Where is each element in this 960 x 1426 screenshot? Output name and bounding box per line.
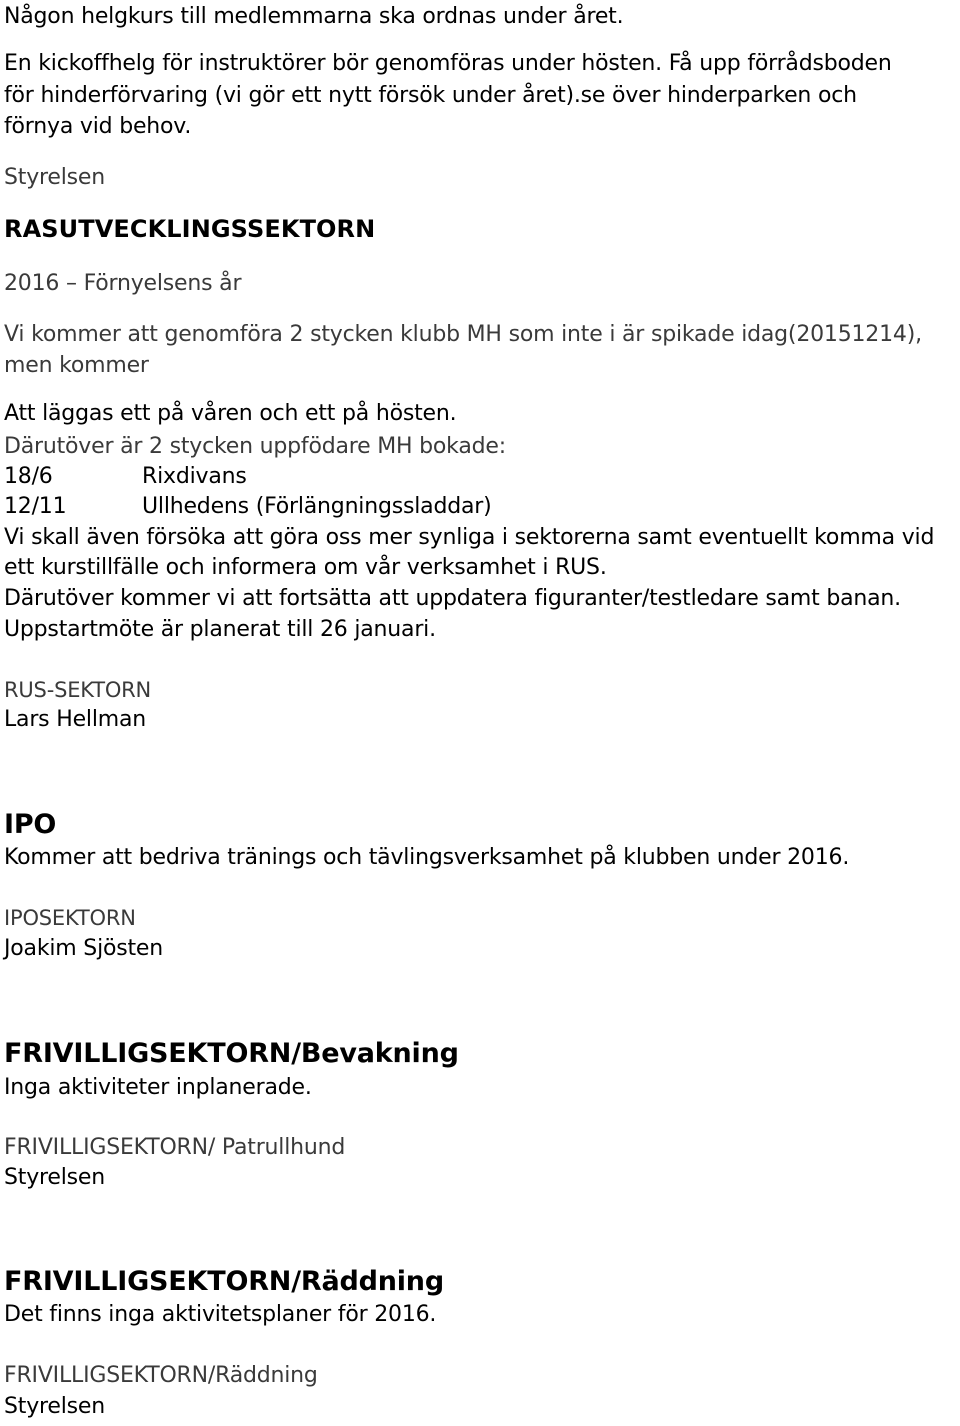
rasutveckling-para4-line1: Vi skall även försöka att göra oss mer synliga i sektorerna samt eventuellt komma vid — [4, 525, 935, 550]
booking-name: Ullhedens (Förlängningssladdar) — [142, 494, 492, 519]
rus-signature-section: RUS-SEKTORN — [4, 678, 152, 702]
rasutveckling-heading: RASUTVECKLINGSSEKTORN — [4, 215, 376, 243]
bevakning-signature-name: Styrelsen — [4, 1165, 105, 1190]
rasutveckling-para1-line2: men kommer — [4, 353, 149, 378]
raddning-signature-section: FRIVILLIGSEKTORN/Räddning — [4, 1363, 318, 1388]
booking-name: Rixdivans — [142, 464, 247, 489]
raddning-text: Det finns inga aktivitetsplaner för 2016. — [4, 1302, 437, 1327]
rasutveckling-para4-line2: ett kurstillfälle och informera om vår verksamhet i RUS. — [4, 555, 607, 580]
ipo-signature-section: IPOSEKTORN — [4, 906, 136, 930]
bevakning-heading: FRIVILLIGSEKTORN/Bevakning — [4, 1038, 459, 1069]
intro-line-4: förnya vid behov. — [4, 114, 192, 139]
bevakning-text: Inga aktiviteter inplanerade. — [4, 1075, 312, 1100]
intro-line-3: för hinderförvaring (vi gör ett nytt försök under året).se över hinderparken och — [4, 83, 857, 108]
ipo-text: Kommer att bedriva tränings och tävlingsverksamhet på klubben under 2016. — [4, 845, 850, 870]
rus-signature-name: Lars Hellman — [4, 707, 146, 732]
rasutveckling-subtitle: 2016 – Förnyelsens år — [4, 271, 242, 296]
raddning-heading: FRIVILLIGSEKTORN/Räddning — [4, 1266, 444, 1297]
rasutveckling-para3: Därutöver är 2 stycken uppfödare MH bokade: — [4, 434, 506, 459]
bevakning-signature-section: FRIVILLIGSEKTORN/ Patrullhund — [4, 1135, 346, 1160]
intro-line-2: En kickoffhelg för instruktörer bör genomföras under hösten. Få upp förrådsboden — [4, 51, 892, 76]
booking-row — [4, 492, 944, 522]
rasutveckling-para1-line1: Vi kommer att genomföra 2 stycken klubb MH som inte i är spikade idag(20151214), — [4, 322, 922, 347]
intro-signature: Styrelsen — [4, 165, 105, 190]
booking-date: 18/6 — [4, 464, 53, 489]
intro-line-1: Någon helgkurs till medlemmarna ska ordnas under året. — [4, 4, 624, 29]
raddning-signature-name: Styrelsen — [4, 1394, 105, 1419]
rasutveckling-para6: Uppstartmöte är planerat till 26 januari. — [4, 617, 436, 642]
booking-date: 12/11 — [4, 494, 67, 519]
rasutveckling-para5: Därutöver kommer vi att fortsätta att uppdatera figuranter/testledare samt banan. — [4, 586, 901, 611]
ipo-signature-name: Joakim Sjösten — [4, 936, 164, 961]
rasutveckling-para2: Att läggas ett på våren och ett på hösten. — [4, 401, 457, 426]
booking-row — [4, 462, 944, 492]
ipo-heading: IPO — [4, 809, 57, 840]
